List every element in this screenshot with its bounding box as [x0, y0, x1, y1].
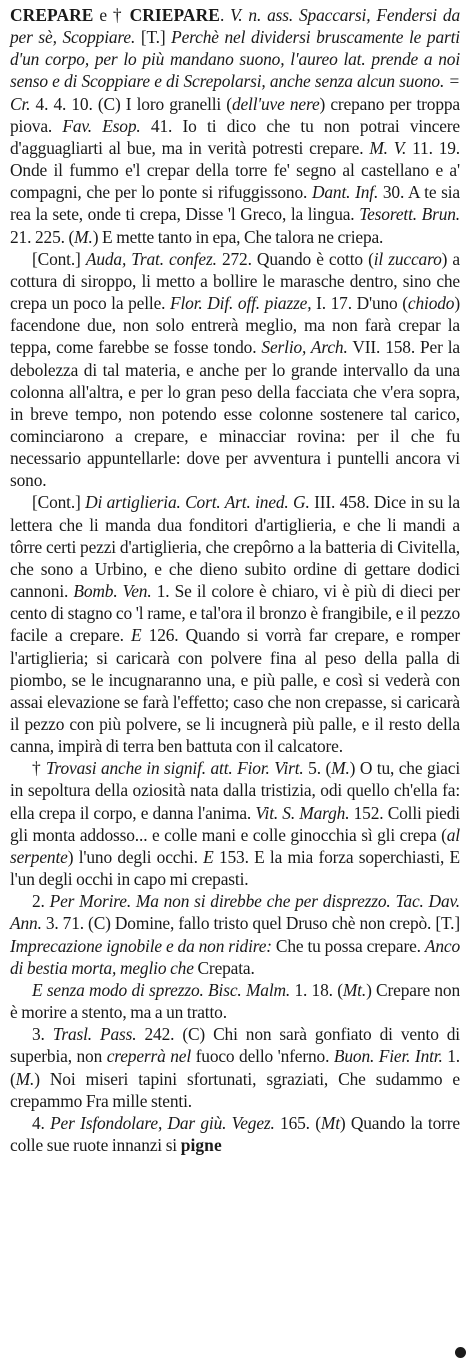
text-run: 2. [32, 891, 50, 912]
text-run: [T.] [135, 27, 172, 48]
text-run: 4. [32, 1112, 51, 1133]
text-run: [Cont.] [32, 248, 86, 269]
text-run: 5. ( [303, 758, 332, 779]
italic-run: E [203, 846, 214, 867]
text-run: 3. 71. (C) Domine, fallo tristo quel Druso chè non crepò. [T.] [41, 913, 460, 934]
italic-run: Imprecazione ignobile e da non ridire: [10, 935, 272, 956]
italic-run: Trovasi anche in signif. att. Fior. Virt. [45, 758, 304, 779]
text-run: † [32, 758, 46, 779]
text-run: 1. 18. ( [290, 979, 343, 1000]
italic-run: Dant. Inf. [311, 182, 379, 203]
italic-run: Di artiglieria. Cort. Art. ined. G. [85, 492, 310, 513]
text-run: . [219, 5, 231, 25]
text-run: e † [93, 5, 130, 25]
text-run: 41. Io ti dico che tu non potrai vincere d'agguagliarti al bue, ma in verità potresti crepare. [10, 115, 460, 158]
sense-4-collapse-paragraph [10, 1112, 460, 1156]
entry-crepare-paragraph [10, 4, 460, 248]
italic-run: Per Isfondolare, Dar giù. Vegez. [50, 1112, 275, 1133]
ink-dot-mark [455, 1347, 466, 1358]
text-run: 21. 225. ( [10, 226, 75, 247]
italic-run: Trasl. Pass. [52, 1024, 137, 1045]
text-run: 153. E la mia forza soperchiasti, E l'un degli occhi in capo mi crepasti. [10, 846, 461, 890]
italic-run: V. n. ass. Spaccarsi, Fendersi da per sè, Scoppiare. [10, 5, 460, 48]
italic-run: Flor. Dif. off. piazze, [170, 293, 312, 314]
italic-run: M. [331, 758, 350, 779]
text-run: 126. Quando si vorrà far crepare, e romper l'artiglieria; si caricarà con polvere fina al peso della palla di piombo, se le incugnaranno una, e più palle, e così si vederà con assai elevazione se farà l'effetto; caso che non crepasse, si caricarà il pezzo con più polvere, se li incugnerà più palle, e il resto della canna, impirà di terra ben battuta con il calcatore. [10, 625, 460, 757]
text-run: fuoco dello 'nferno. [191, 1046, 334, 1067]
bold-run: pigne [180, 1134, 222, 1155]
sense-2-die-paragraph [10, 890, 460, 979]
italic-run: chiodo [407, 293, 455, 314]
text-run: 11. 19. Onde il fummo e'l crepar della torre fe' segno al castellano e a' compagni, che per lo ponte si rifuggissono. [10, 137, 460, 203]
text-run: III. 458. Dice in su la lettera che li manda dua fonditori d'artiglieria, e che li mandi a tôrre certi pezzi d'artiglieria, che crepôrno a la batteria di Civitella, che sono a Urbino, e che dieno subito ordine di gettare dodici cannoni. [10, 492, 460, 602]
bold-run: CRIEPARE [129, 5, 220, 25]
italic-run: Per Morire. Ma non si direbbe che per disprezzo. Tac. Dav. Ann. [10, 891, 460, 934]
italic-run: E senza modo di sprezzo. Bisc. Malm. [32, 979, 291, 1000]
text-run: I. 17. D'uno ( [311, 293, 408, 314]
italic-run: Tesorett. Brun. [359, 204, 460, 225]
text-run: Crepata. [193, 957, 255, 978]
italic-run: il zuccaro [373, 248, 442, 269]
italic-run: Vit. S. Margh. [255, 802, 350, 823]
text-run: ) O tu, che giaci in sepoltura della oziosità nata dalla tristizia, odi quello ch'ella fa: ella crepa il corpo, e danna l'anima. [10, 758, 461, 823]
italic-run: Auda, Trat. confez. [85, 248, 217, 269]
text-run: Che tu possa crepare. [271, 935, 425, 956]
italic-run: M. V. [369, 137, 407, 158]
italic-run: creperrà nel [106, 1046, 192, 1067]
text-run: VII. 158. Per la debolezza di tal materia, e anche per lo grande intervallo da una colonna all'altra, e per lo gran peso della facciata che v'era sopra, in breve tempo, non potendo esse colonne sostenere tal carico, cominciarono a crepare, e minacciar rovina: per il che fu necessario appuntellarle: dove per avventura i puntelli ancora vi sono. [10, 337, 461, 491]
italic-run: Bomb. Ven. [73, 581, 152, 602]
italic-run: Mt. [342, 979, 367, 1000]
sense-2-contempt-paragraph [10, 979, 460, 1023]
sense-artillery-paragraph [10, 491, 460, 757]
italic-run: Fav. Esop. [62, 115, 141, 136]
italic-run: Perchè nel dividersi bruscamente le parti d'un corpo, per lo più mandano suono, l'aureo lat. prende a noi senso e di Scoppiare e di Screpolarsi, anche senza alcun suono. = Cr. [10, 27, 460, 114]
sense-3-figurative-paragraph [10, 1023, 460, 1112]
text-run: 30. A te sia rea la sete, onde ti crepa, Disse 'l Greco, la lingua. [10, 182, 460, 225]
italic-run: Anco di bestia morta, meglio che [10, 935, 460, 978]
italic-run: M. [74, 226, 93, 247]
text-run: ) l'uno degli occhi. [67, 846, 204, 867]
text-run: ) crepano per troppa piova. [10, 93, 460, 136]
text-run: ) E mette tanto in epa, Che talora ne criepa. [92, 226, 384, 247]
text-run: [Cont.] [32, 492, 86, 513]
text-run: ) a cottura di siroppo, li metto a bollire le marasche dentro, sino che crepa un poco la pelle. [10, 248, 460, 314]
text-run: 1. Se il colore è chiaro, vi è più di dieci per cento di stagno co 'l rame, e tal'ora il bronzo è frangibile, e il pezzo facile a crepare. [10, 581, 460, 646]
italic-run: M. [15, 1068, 35, 1089]
text-run: 272. Quando è cotto ( [216, 248, 374, 269]
italic-run: E [131, 625, 142, 646]
italic-run: Mt [320, 1112, 340, 1133]
sense-transitive-paragraph [10, 757, 460, 890]
italic-run: Serlio, Arch. [261, 337, 348, 358]
text-run: 152. Colli piedi gli monta addosso... e colle mani e colle ginocchia sì gli crepa ( [10, 802, 460, 845]
italic-run: dell'uve nere [231, 93, 320, 114]
text-run: 1. ( [10, 1046, 460, 1089]
text-run: ) Quando la torre colle sue ruote innanzi si [10, 1112, 460, 1155]
text-run: ) Noi miseri tapini sfortunati, sgraziati, Che sudammo e crepammo Fra mille stenti. [10, 1068, 460, 1111]
italic-run: al serpente [10, 824, 460, 867]
text-run: 4. 4. 10. (C) I loro granelli ( [30, 93, 232, 114]
sense-contribution-paragraph [10, 248, 460, 492]
text-run: 3. [32, 1024, 53, 1045]
italic-run: Buon. Fier. Intr. [333, 1046, 443, 1067]
text-run: ) Crepare non è morire a stento, ma a un tratto. [10, 979, 461, 1023]
bold-run: CREPARE [10, 5, 94, 25]
text-run: 165. ( [274, 1112, 321, 1133]
text-run: 242. (C) Chi non sarà gonfiato di vento di superbia, non [10, 1024, 460, 1067]
text-run: ) facendone due, non solo entrerà meglio, ma non farà crepar la teppa, come farebbe se fosse tondo. [10, 293, 461, 358]
